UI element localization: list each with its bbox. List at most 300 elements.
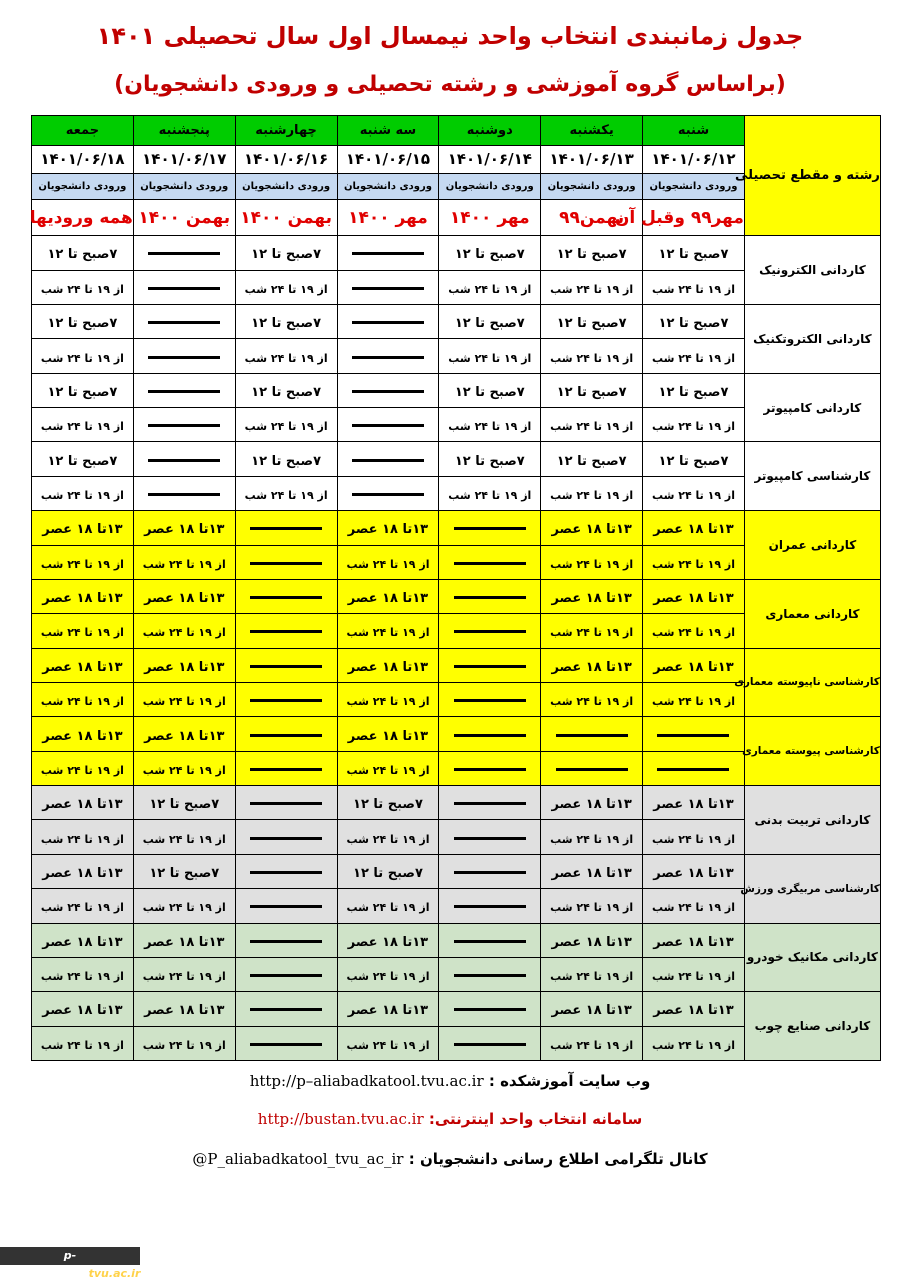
time-slot [32, 614, 134, 648]
dash-mark [148, 321, 220, 324]
time-slot-text: ۱۳تا ۱۸ عصر [42, 659, 123, 675]
time-slot-text: از ۱۹ تا ۲۴ شب [651, 626, 735, 640]
time-slot [32, 1026, 134, 1060]
dash-mark [454, 596, 526, 599]
closed-slot [337, 339, 439, 373]
dash-mark [454, 871, 526, 874]
dash-mark [250, 734, 322, 737]
dash-mark [454, 699, 526, 702]
system-label: سامانه انتخاب واحد اینترنتی: [428, 1110, 643, 1128]
closed-slot [541, 717, 643, 751]
time-slot [32, 751, 134, 785]
time-slot-text: از ۱۹ تا ۲۴ شب [651, 832, 735, 846]
closed-slot [235, 957, 337, 991]
time-slot-text: ۱۳تا ۱۸ عصر [551, 1003, 632, 1019]
time-slot [337, 545, 439, 579]
time-slot-text: از ۱۹ تا ۲۴ شب [550, 1038, 634, 1052]
time-slot [133, 579, 235, 613]
time-slot-text: ۱۳تا ۱۸ عصر [653, 934, 734, 950]
time-slot [32, 648, 134, 682]
time-slot [32, 786, 134, 820]
time-slot-text: ۷صبح تا ۱۲ [556, 316, 627, 332]
table-row [32, 854, 881, 888]
time-slot-text: ۱۳تا ۱۸ عصر [551, 797, 632, 813]
major-name: کاردانی صنایع چوب [744, 992, 880, 1061]
time-slot-text: ۷صبح تا ۱۲ [556, 384, 627, 400]
time-slot-text: از ۱۹ تا ۲۴ شب [550, 970, 634, 984]
dash-mark [250, 905, 322, 908]
time-slot-text: از ۱۹ تا ۲۴ شب [550, 488, 634, 502]
entry-header: ورودی دانشجویان [32, 173, 134, 199]
time-slot-text: ۷صبح تا ۱۲ [149, 797, 220, 813]
table-row [32, 304, 881, 338]
time-slot [32, 304, 134, 338]
dash-mark [148, 424, 220, 427]
closed-slot [439, 717, 541, 751]
time-slot-text: ۱۳تا ۱۸ عصر [551, 659, 632, 675]
time-slot [32, 923, 134, 957]
header-day-row [32, 116, 881, 146]
major-name: کاردانی مکانیک خودرو [744, 923, 880, 992]
time-slot-text: از ۱۹ تا ۲۴ شب [40, 557, 124, 571]
time-slot-text: ۱۳تا ۱۸ عصر [551, 591, 632, 607]
dash-mark [250, 768, 322, 771]
dash-mark [454, 1008, 526, 1011]
dash-mark [352, 321, 424, 324]
website-label: وب سایت آموزشکده : [488, 1072, 651, 1090]
time-slot-text: ۷صبح تا ۱۲ [658, 453, 729, 469]
website-link[interactable]: http://p–aliabadkatool.tvu.ac.ir [249, 1072, 484, 1090]
closed-slot [439, 648, 541, 682]
time-slot [643, 511, 745, 545]
dash-mark [454, 562, 526, 565]
time-slot-text: از ۱۹ تا ۲۴ شب [346, 557, 430, 571]
time-slot [32, 854, 134, 888]
watermark-domain-part2: tvu.ac.ir [88, 1267, 141, 1280]
time-slot [439, 476, 541, 510]
time-slot [541, 820, 643, 854]
dash-mark [148, 287, 220, 290]
time-slot [337, 511, 439, 545]
time-slot [541, 304, 643, 338]
time-slot [643, 648, 745, 682]
day-header: یکشنبه [541, 116, 643, 146]
time-slot [235, 304, 337, 338]
time-slot [643, 854, 745, 888]
time-slot-text: ۷صبح تا ۱۲ [251, 453, 322, 469]
time-slot [643, 1026, 745, 1060]
time-slot-text: ۱۳تا ۱۸ عصر [653, 797, 734, 813]
closed-slot [235, 751, 337, 785]
dash-mark [454, 768, 526, 771]
time-slot [337, 889, 439, 923]
term-header: مهر ۱۴۰۰ [439, 199, 541, 235]
closed-slot [439, 751, 541, 785]
time-slot-text: ۷صبح تا ۱۲ [556, 247, 627, 263]
date-header: ۱۴۰۱/۰۶/۱۲ [643, 146, 745, 173]
closed-slot [235, 923, 337, 957]
time-slot-text: از ۱۹ تا ۲۴ شب [346, 626, 430, 640]
time-slot-text: از ۱۹ تا ۲۴ شب [40, 420, 124, 434]
time-slot [541, 545, 643, 579]
time-slot [337, 648, 439, 682]
dash-mark [148, 493, 220, 496]
time-slot-text: از ۱۹ تا ۲۴ شب [651, 282, 735, 296]
time-slot [541, 1026, 643, 1060]
time-slot [541, 339, 643, 373]
dash-mark [250, 699, 322, 702]
table-row [32, 442, 881, 476]
dash-mark [250, 527, 322, 530]
time-slot [133, 751, 235, 785]
closed-slot [133, 236, 235, 270]
time-slot-text: ۷صبح تا ۱۲ [556, 453, 627, 469]
telegram-link[interactable]: @P_aliabadkatool_tvu_ac_ir [192, 1150, 404, 1168]
entry-header: ورودی دانشجویان [541, 173, 643, 199]
time-slot-text: ۱۳تا ۱۸ عصر [42, 934, 123, 950]
time-slot [541, 579, 643, 613]
time-slot [541, 923, 643, 957]
closed-slot [439, 854, 541, 888]
major-group [32, 786, 881, 923]
time-slot-text: ۱۳تا ۱۸ عصر [42, 591, 123, 607]
time-slot [541, 889, 643, 923]
time-slot-text: از ۱۹ تا ۲۴ شب [40, 695, 124, 709]
time-slot-text: ۱۳تا ۱۸ عصر [551, 522, 632, 538]
time-slot-text: ۱۳تا ۱۸ عصر [144, 1003, 225, 1019]
table-row [32, 579, 881, 613]
dash-mark [454, 802, 526, 805]
major-group [32, 236, 881, 511]
time-slot [133, 545, 235, 579]
time-slot [643, 682, 745, 716]
closed-slot [235, 648, 337, 682]
time-slot-text: از ۱۹ تا ۲۴ شب [142, 1038, 226, 1052]
entry-header: ورودی دانشجویان [439, 173, 541, 199]
time-slot [541, 682, 643, 716]
major-name: کاردانی الکترونیک [744, 236, 880, 305]
time-slot-text: از ۱۹ تا ۲۴ شب [550, 626, 634, 640]
time-slot [337, 854, 439, 888]
major-name: کاردانی تربیت بدنی [744, 786, 880, 855]
time-slot [643, 408, 745, 442]
time-slot-text: ۷صبح تا ۱۲ [149, 865, 220, 881]
dash-mark [352, 252, 424, 255]
closed-slot [235, 614, 337, 648]
time-slot-text: از ۱۹ تا ۲۴ شب [142, 901, 226, 915]
dash-mark [250, 596, 322, 599]
dash-mark [148, 356, 220, 359]
time-slot-text: ۱۳تا ۱۸ عصر [551, 934, 632, 950]
closed-slot [439, 923, 541, 957]
dash-mark [250, 665, 322, 668]
time-slot-text: ۷صبح تا ۱۲ [47, 316, 118, 332]
time-slot [643, 923, 745, 957]
closed-slot [643, 717, 745, 751]
day-header: جمعه [32, 116, 134, 146]
closed-slot [235, 717, 337, 751]
time-slot [133, 717, 235, 751]
watermark [0, 1247, 141, 1280]
time-slot [133, 992, 235, 1026]
time-slot [541, 373, 643, 407]
time-slot-text: از ۱۹ تا ۲۴ شب [651, 420, 735, 434]
closed-slot [235, 992, 337, 1026]
closed-slot [439, 545, 541, 579]
entry-header: ورودی دانشجویان [235, 173, 337, 199]
time-slot [133, 923, 235, 957]
major-name: کارشناسی پیوسته معماری [744, 717, 880, 786]
time-slot [235, 476, 337, 510]
time-slot-text: از ۱۹ تا ۲۴ شب [448, 351, 532, 365]
time-slot-text: از ۱۹ تا ۲۴ شب [651, 1038, 735, 1052]
time-slot-text: از ۱۹ تا ۲۴ شب [40, 901, 124, 915]
entry-header: ورودی دانشجویان [337, 173, 439, 199]
closed-slot [235, 682, 337, 716]
time-slot-text: از ۱۹ تا ۲۴ شب [651, 970, 735, 984]
time-slot-text: از ۱۹ تا ۲۴ شب [448, 420, 532, 434]
time-slot-text: از ۱۹ تا ۲۴ شب [40, 970, 124, 984]
time-slot-text: ۱۳تا ۱۸ عصر [144, 659, 225, 675]
dash-mark [657, 734, 729, 737]
dash-mark [657, 768, 729, 771]
website-line [0, 1072, 900, 1090]
closed-slot [235, 579, 337, 613]
time-slot-text: ۷صبح تا ۱۲ [251, 247, 322, 263]
time-slot-text: از ۱۹ تا ۲۴ شب [346, 901, 430, 915]
time-slot [541, 270, 643, 304]
time-slot [32, 373, 134, 407]
time-slot-text: ۱۳تا ۱۸ عصر [42, 865, 123, 881]
time-slot-text: ۱۳تا ۱۸ عصر [653, 1003, 734, 1019]
time-slot-text: ۱۳تا ۱۸ عصر [653, 659, 734, 675]
telegram-label: کانال تلگرامی اطلاع رسانی دانشجویان : [408, 1150, 708, 1168]
term-header: بهمن۹۹ [541, 199, 643, 235]
entry-header: ورودی دانشجویان [643, 173, 745, 199]
closed-slot [439, 614, 541, 648]
dash-mark [454, 734, 526, 737]
time-slot-text: ۷صبح تا ۱۲ [353, 865, 423, 881]
closed-slot [439, 820, 541, 854]
time-slot [32, 579, 134, 613]
time-slot [643, 339, 745, 373]
time-slot-text: از ۱۹ تا ۲۴ شب [346, 1038, 430, 1052]
dash-mark [250, 940, 322, 943]
dash-mark [250, 1008, 322, 1011]
time-slot [439, 339, 541, 373]
time-slot-text: ۱۳تا ۱۸ عصر [144, 522, 225, 538]
closed-slot [133, 373, 235, 407]
closed-slot [235, 854, 337, 888]
time-slot [337, 820, 439, 854]
dash-mark [454, 837, 526, 840]
closed-slot [439, 682, 541, 716]
time-slot [643, 304, 745, 338]
closed-slot [235, 889, 337, 923]
time-slot [439, 304, 541, 338]
time-slot [643, 889, 745, 923]
time-slot-text: ۷صبح تا ۱۲ [47, 247, 118, 263]
closed-slot [337, 270, 439, 304]
closed-slot [439, 992, 541, 1026]
time-slot-text: ۱۳تا ۱۸ عصر [653, 522, 734, 538]
time-slot [541, 511, 643, 545]
day-header: سه شنبه [337, 116, 439, 146]
major-name: کارشناسی مربیگری ورزش [744, 854, 880, 923]
dash-mark [250, 837, 322, 840]
major-group [32, 511, 881, 786]
time-slot-text: ۱۳تا ۱۸ عصر [347, 1003, 429, 1019]
time-slot [133, 1026, 235, 1060]
time-slot-text: از ۱۹ تا ۲۴ شب [651, 351, 735, 365]
time-slot [133, 682, 235, 716]
time-slot-text: از ۱۹ تا ۲۴ شب [550, 557, 634, 571]
table-row [32, 717, 881, 751]
time-slot-text: ۱۳تا ۱۸ عصر [347, 591, 429, 607]
closed-slot [541, 751, 643, 785]
time-slot-text: ۱۳تا ۱۸ عصر [144, 591, 225, 607]
time-slot [337, 786, 439, 820]
dash-mark [352, 424, 424, 427]
dash-mark [454, 974, 526, 977]
time-slot-text: ۷صبح تا ۱۲ [658, 384, 729, 400]
time-slot [337, 1026, 439, 1060]
time-slot [541, 957, 643, 991]
closed-slot [235, 820, 337, 854]
time-slot [32, 992, 134, 1026]
time-slot-text: از ۱۹ تا ۲۴ شب [244, 351, 328, 365]
closed-slot [439, 889, 541, 923]
time-slot-text: از ۱۹ تا ۲۴ شب [40, 626, 124, 640]
time-slot [133, 648, 235, 682]
closed-slot [235, 786, 337, 820]
closed-slot [439, 786, 541, 820]
closed-slot [133, 442, 235, 476]
dash-mark [250, 974, 322, 977]
dash-mark [352, 356, 424, 359]
dash-mark [250, 871, 322, 874]
time-slot-text: ۱۳تا ۱۸ عصر [653, 591, 734, 607]
closed-slot [337, 304, 439, 338]
time-slot [643, 545, 745, 579]
time-slot-text: از ۱۹ تا ۲۴ شب [346, 695, 430, 709]
major-name: کاردانی الکتروتکنیک [744, 304, 880, 373]
term-header: مهر ۱۴۰۰ [337, 199, 439, 235]
system-link[interactable]: http://bustan.tvu.ac.ir [257, 1110, 424, 1128]
time-slot [541, 408, 643, 442]
time-slot [643, 992, 745, 1026]
time-slot-text: از ۱۹ تا ۲۴ شب [40, 282, 124, 296]
time-slot-text: ۷صبح تا ۱۲ [454, 316, 525, 332]
time-slot-text: از ۱۹ تا ۲۴ شب [346, 832, 430, 846]
date-header: ۱۴۰۱/۰۶/۱۷ [133, 146, 235, 173]
time-slot [235, 236, 337, 270]
time-slot [235, 442, 337, 476]
time-slot [439, 373, 541, 407]
time-slot-text: ۷صبح تا ۱۲ [47, 453, 118, 469]
time-slot-text: ۱۳تا ۱۸ عصر [347, 728, 429, 744]
time-slot [643, 786, 745, 820]
time-slot-text: از ۱۹ تا ۲۴ شب [346, 970, 430, 984]
time-slot [643, 373, 745, 407]
entry-header: ورودی دانشجویان [133, 173, 235, 199]
time-slot [643, 820, 745, 854]
time-slot-text: ۱۳تا ۱۸ عصر [653, 865, 734, 881]
table-row [32, 923, 881, 957]
time-slot [32, 511, 134, 545]
time-slot [32, 717, 134, 751]
dash-mark [148, 390, 220, 393]
time-slot-text: ۷صبح تا ۱۲ [454, 453, 525, 469]
major-group [32, 923, 881, 1060]
time-slot [337, 751, 439, 785]
dash-mark [250, 802, 322, 805]
date-header: ۱۴۰۱/۰۶/۱۶ [235, 146, 337, 173]
time-slot-text: ۱۳تا ۱۸ عصر [144, 934, 225, 950]
time-slot [337, 614, 439, 648]
dash-mark [556, 734, 628, 737]
time-slot [133, 957, 235, 991]
page-subtitle: (براساس گروه آموزشی و رشته تحصیلی و ورودی دانشجویان) [114, 72, 786, 97]
time-slot-text: از ۱۹ تا ۲۴ شب [244, 488, 328, 502]
time-slot-text: ۷صبح تا ۱۲ [251, 384, 322, 400]
day-header: چهارشنبه [235, 116, 337, 146]
closed-slot [337, 476, 439, 510]
time-slot-text: از ۱۹ تا ۲۴ شب [142, 970, 226, 984]
closed-slot [133, 408, 235, 442]
time-slot [32, 476, 134, 510]
telegram-line [0, 1150, 900, 1168]
date-header: ۱۴۰۱/۰۶/۱۴ [439, 146, 541, 173]
time-slot-text: ۱۳تا ۱۸ عصر [42, 728, 123, 744]
table-row [32, 511, 881, 545]
table-row [32, 236, 881, 270]
time-slot-text: ۷صبح تا ۱۲ [658, 316, 729, 332]
time-slot-text: ۱۳تا ۱۸ عصر [42, 522, 123, 538]
time-slot [439, 236, 541, 270]
dash-mark [352, 287, 424, 290]
time-slot-text: ۷صبح تا ۱۲ [658, 247, 729, 263]
time-slot [643, 579, 745, 613]
time-slot [32, 408, 134, 442]
time-slot-text: از ۱۹ تا ۲۴ شب [40, 351, 124, 365]
closed-slot [133, 339, 235, 373]
time-slot [541, 442, 643, 476]
schedule-table [31, 115, 881, 1061]
closed-slot [337, 373, 439, 407]
time-slot [32, 270, 134, 304]
dash-mark [250, 630, 322, 633]
time-slot-text: از ۱۹ تا ۲۴ شب [40, 763, 124, 777]
time-slot-text: از ۱۹ تا ۲۴ شب [651, 557, 735, 571]
major-name: کاردانی معماری [744, 579, 880, 648]
closed-slot [235, 1026, 337, 1060]
time-slot [32, 682, 134, 716]
time-slot [439, 408, 541, 442]
system-line [0, 1110, 900, 1128]
dash-mark [454, 1043, 526, 1046]
time-slot [439, 270, 541, 304]
time-slot [541, 992, 643, 1026]
time-slot [235, 339, 337, 373]
time-slot-text: از ۱۹ تا ۲۴ شب [651, 695, 735, 709]
time-slot [133, 854, 235, 888]
dash-mark [148, 252, 220, 255]
time-slot-text: از ۱۹ تا ۲۴ شب [550, 420, 634, 434]
time-slot-text: از ۱۹ تا ۲۴ شب [550, 695, 634, 709]
time-slot-text: از ۱۹ تا ۲۴ شب [448, 282, 532, 296]
time-slot-text: ۷صبح تا ۱۲ [454, 384, 525, 400]
